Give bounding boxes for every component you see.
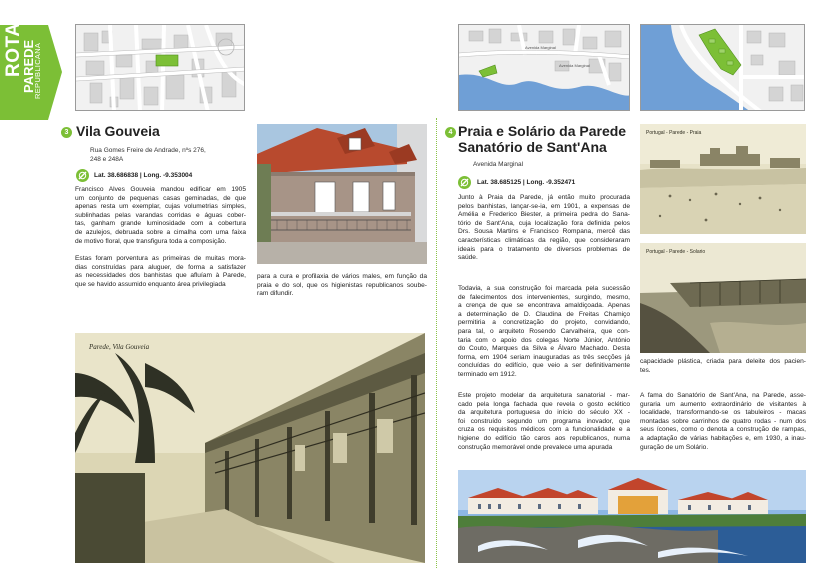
photo-vila-gouveia-color xyxy=(257,124,427,264)
postcard-solario-parede xyxy=(640,243,806,353)
text-line: capacidade plástica, criada para deleite dos pacien- xyxy=(640,358,806,365)
section4-paragraph-4 xyxy=(640,358,806,375)
postcard-caption: Portugal - Parede - Praia xyxy=(646,130,702,136)
map-vila-gouveia xyxy=(75,24,245,111)
section3-coordinates: Lat. 38.686838 | Long. -9.353004 xyxy=(94,172,193,179)
section-number-badge: 3 xyxy=(61,127,72,138)
section3-paragraph-3 xyxy=(257,273,427,299)
address-line: Rua Gomes Freire de Andrade, nºs 276, xyxy=(90,147,206,154)
text-line: a determinação de D. Claudina de Freitas Chamiço xyxy=(458,310,630,318)
sanatorium-map-graphic xyxy=(641,25,805,111)
text-line: forma, em 1904 seriam inauguradas as três secções já xyxy=(458,353,630,361)
text-line: tas, ganham grande luminosidade com a cobertura xyxy=(75,220,246,228)
text-line: do Couto, Marques da Silva e Álvaro Machado. Desta xyxy=(458,345,630,353)
text-line: Drs. Sousa Martins e Francisco Rompana, mercê das xyxy=(458,228,630,236)
map-street-label-2: Avenida Marginal xyxy=(559,63,590,68)
text-line: praia e do sol, que os higienistas republicanos soube- xyxy=(257,281,427,289)
text-line: permitiria a concretização do projeto, convidando, xyxy=(458,319,630,327)
text-line: de azulejos, debruada sobre a cimalha com uma faixa xyxy=(75,228,246,236)
text-line: características climáticas da região, que consideraram xyxy=(458,236,630,244)
postcard-caption: Portugal - Parede - Solario xyxy=(646,249,706,255)
text-line: cruza os requisitos médicos com a funcionalidade e a xyxy=(458,426,630,434)
address-line: 248 e 248A xyxy=(90,155,124,163)
text-line: foi construído segundo um programa inovador, que xyxy=(458,417,630,425)
section3-paragraph-2 xyxy=(75,255,246,289)
section4-paragraph-3 xyxy=(458,392,630,452)
tab-republicana-text: REPUBLICANA xyxy=(33,42,42,99)
section4-paragraph-2 xyxy=(458,285,630,380)
text-line: pelos banhistas, lançar-se-ia, em 1901, a expensas de xyxy=(458,202,630,210)
title-line: Sanatório de Sant'Ana xyxy=(458,139,607,155)
text-line: as necessidades dos banhistas que afluíam à Parede, xyxy=(75,272,246,280)
location-pin-icon xyxy=(76,169,89,182)
location-pin-icon xyxy=(458,176,471,189)
section4-paragraph-1 xyxy=(458,194,630,263)
text-line: concluídas do edifício, que veio a ser definitivamente xyxy=(458,362,630,370)
map-street-label-1: Avenida Marginal xyxy=(525,45,556,50)
text-line: Amélia e Frederico Biester, a primeira pedra do Sana- xyxy=(458,211,630,219)
section4-address: Avenida Marginal xyxy=(473,161,524,168)
text-line: Junto à Praia da Parede, já então muito procurada xyxy=(458,194,630,201)
coastal-map-graphic xyxy=(459,25,630,111)
postcard-praia-parede xyxy=(640,124,806,234)
text-line: um conjunto de pequenas casas geminadas, de que xyxy=(75,194,246,202)
text-line: apenas resta um exemplar, cujas volumetrias simples, xyxy=(75,203,246,211)
text-line: a adaptação de várias habitações e, em 1930, a inau- xyxy=(640,434,806,442)
text-line: terminado em 1912. xyxy=(458,370,517,378)
street-map-graphic xyxy=(76,25,245,111)
section3-paragraph-1 xyxy=(75,186,246,246)
route-side-tab xyxy=(0,22,62,120)
text-line: Francisco Alves Gouveia mandou edificar em 1905 xyxy=(75,186,246,193)
section3-address xyxy=(90,147,206,164)
text-line: ideais para o tratamento de diversos problemas de xyxy=(458,245,630,253)
section4-coordinates: Lat. 38.685125 | Long. -9.352471 xyxy=(477,179,576,186)
text-line: localidade, transformando-se os tabuleiros - macas xyxy=(640,409,806,417)
text-line: a crença de que se encontrava amaldiçoada. Apenas xyxy=(458,302,630,310)
text-line: sublinhadas pelas varandas corridas e águas cober- xyxy=(75,211,246,219)
text-line: seus ícones, como o denota a construção de rampas, xyxy=(640,426,806,434)
map-sanatorio xyxy=(640,24,805,111)
section-number-badge: 4 xyxy=(445,127,456,138)
text-line: guração de um Solário. xyxy=(640,443,709,451)
text-line: Todavia, a sua construção foi marcada pela sucessão xyxy=(458,285,630,292)
text-line: guraria um aumento extraordinário de visitantes à xyxy=(640,400,806,408)
text-line: construção memorável onde prevalece uma apurada xyxy=(458,443,613,451)
text-line: taria com o apoio dos colegas Norte Júnior, António xyxy=(458,336,630,344)
text-line: para a cura e profilaxia de vários males, em função da xyxy=(257,273,427,280)
text-line: saúde. xyxy=(458,254,478,262)
text-line: que se havido assumido enquanto área privilegiada xyxy=(75,280,226,288)
text-line: de motivo floral, que transfigura toda a composição. xyxy=(75,237,227,245)
text-line: tório de Sant'Ana, cuja localização fora definida pelos xyxy=(458,219,630,227)
section4-title xyxy=(458,123,626,155)
section3-title: Vila Gouveia xyxy=(76,123,160,139)
photo-sanatorio-color xyxy=(458,470,806,563)
text-line: A fama do Sanatório de Sant'Ana, na Parede, asse- xyxy=(640,392,806,399)
text-line: dias construídas para aluguer, de forma a satisfazer xyxy=(75,263,246,271)
text-line: montadas sobre carrinhos de quatro rodas - num dos xyxy=(640,417,806,425)
text-line: da arquitetura portuguesa do início do século XX - xyxy=(458,409,630,417)
text-line: Estas foram porventura as primeiras de muitas mora- xyxy=(75,255,246,262)
text-line: higiene do edifício tão caros aos republicanos, numa xyxy=(458,434,630,442)
text-line: tes. xyxy=(640,366,651,374)
photo-vila-gouveia-historic xyxy=(75,333,425,563)
column-divider xyxy=(436,118,437,568)
tab-rota-text: ROTA xyxy=(3,22,24,77)
text-line: Este projeto modelar da arquitetura sanatorial - mar- xyxy=(458,392,630,399)
title-line: Praia e Solário da Parede xyxy=(458,123,627,139)
historic-photo-caption: Parede, Vila Gouveia xyxy=(89,343,150,351)
text-line: ram difundir. xyxy=(257,290,294,298)
text-line: cado pela longa fachada que revela o gosto eclético xyxy=(458,400,630,408)
tab-parede-text: PAREDE xyxy=(21,39,36,93)
section4-paragraph-5 xyxy=(640,392,806,452)
text-line: para tal, o arquiteto Rosendo Carvalheira, que con- xyxy=(458,327,630,335)
map-praia-parede xyxy=(458,24,630,111)
text-line: de falecimentos dos intervenientes, surgindo, mesmo, xyxy=(458,293,630,301)
